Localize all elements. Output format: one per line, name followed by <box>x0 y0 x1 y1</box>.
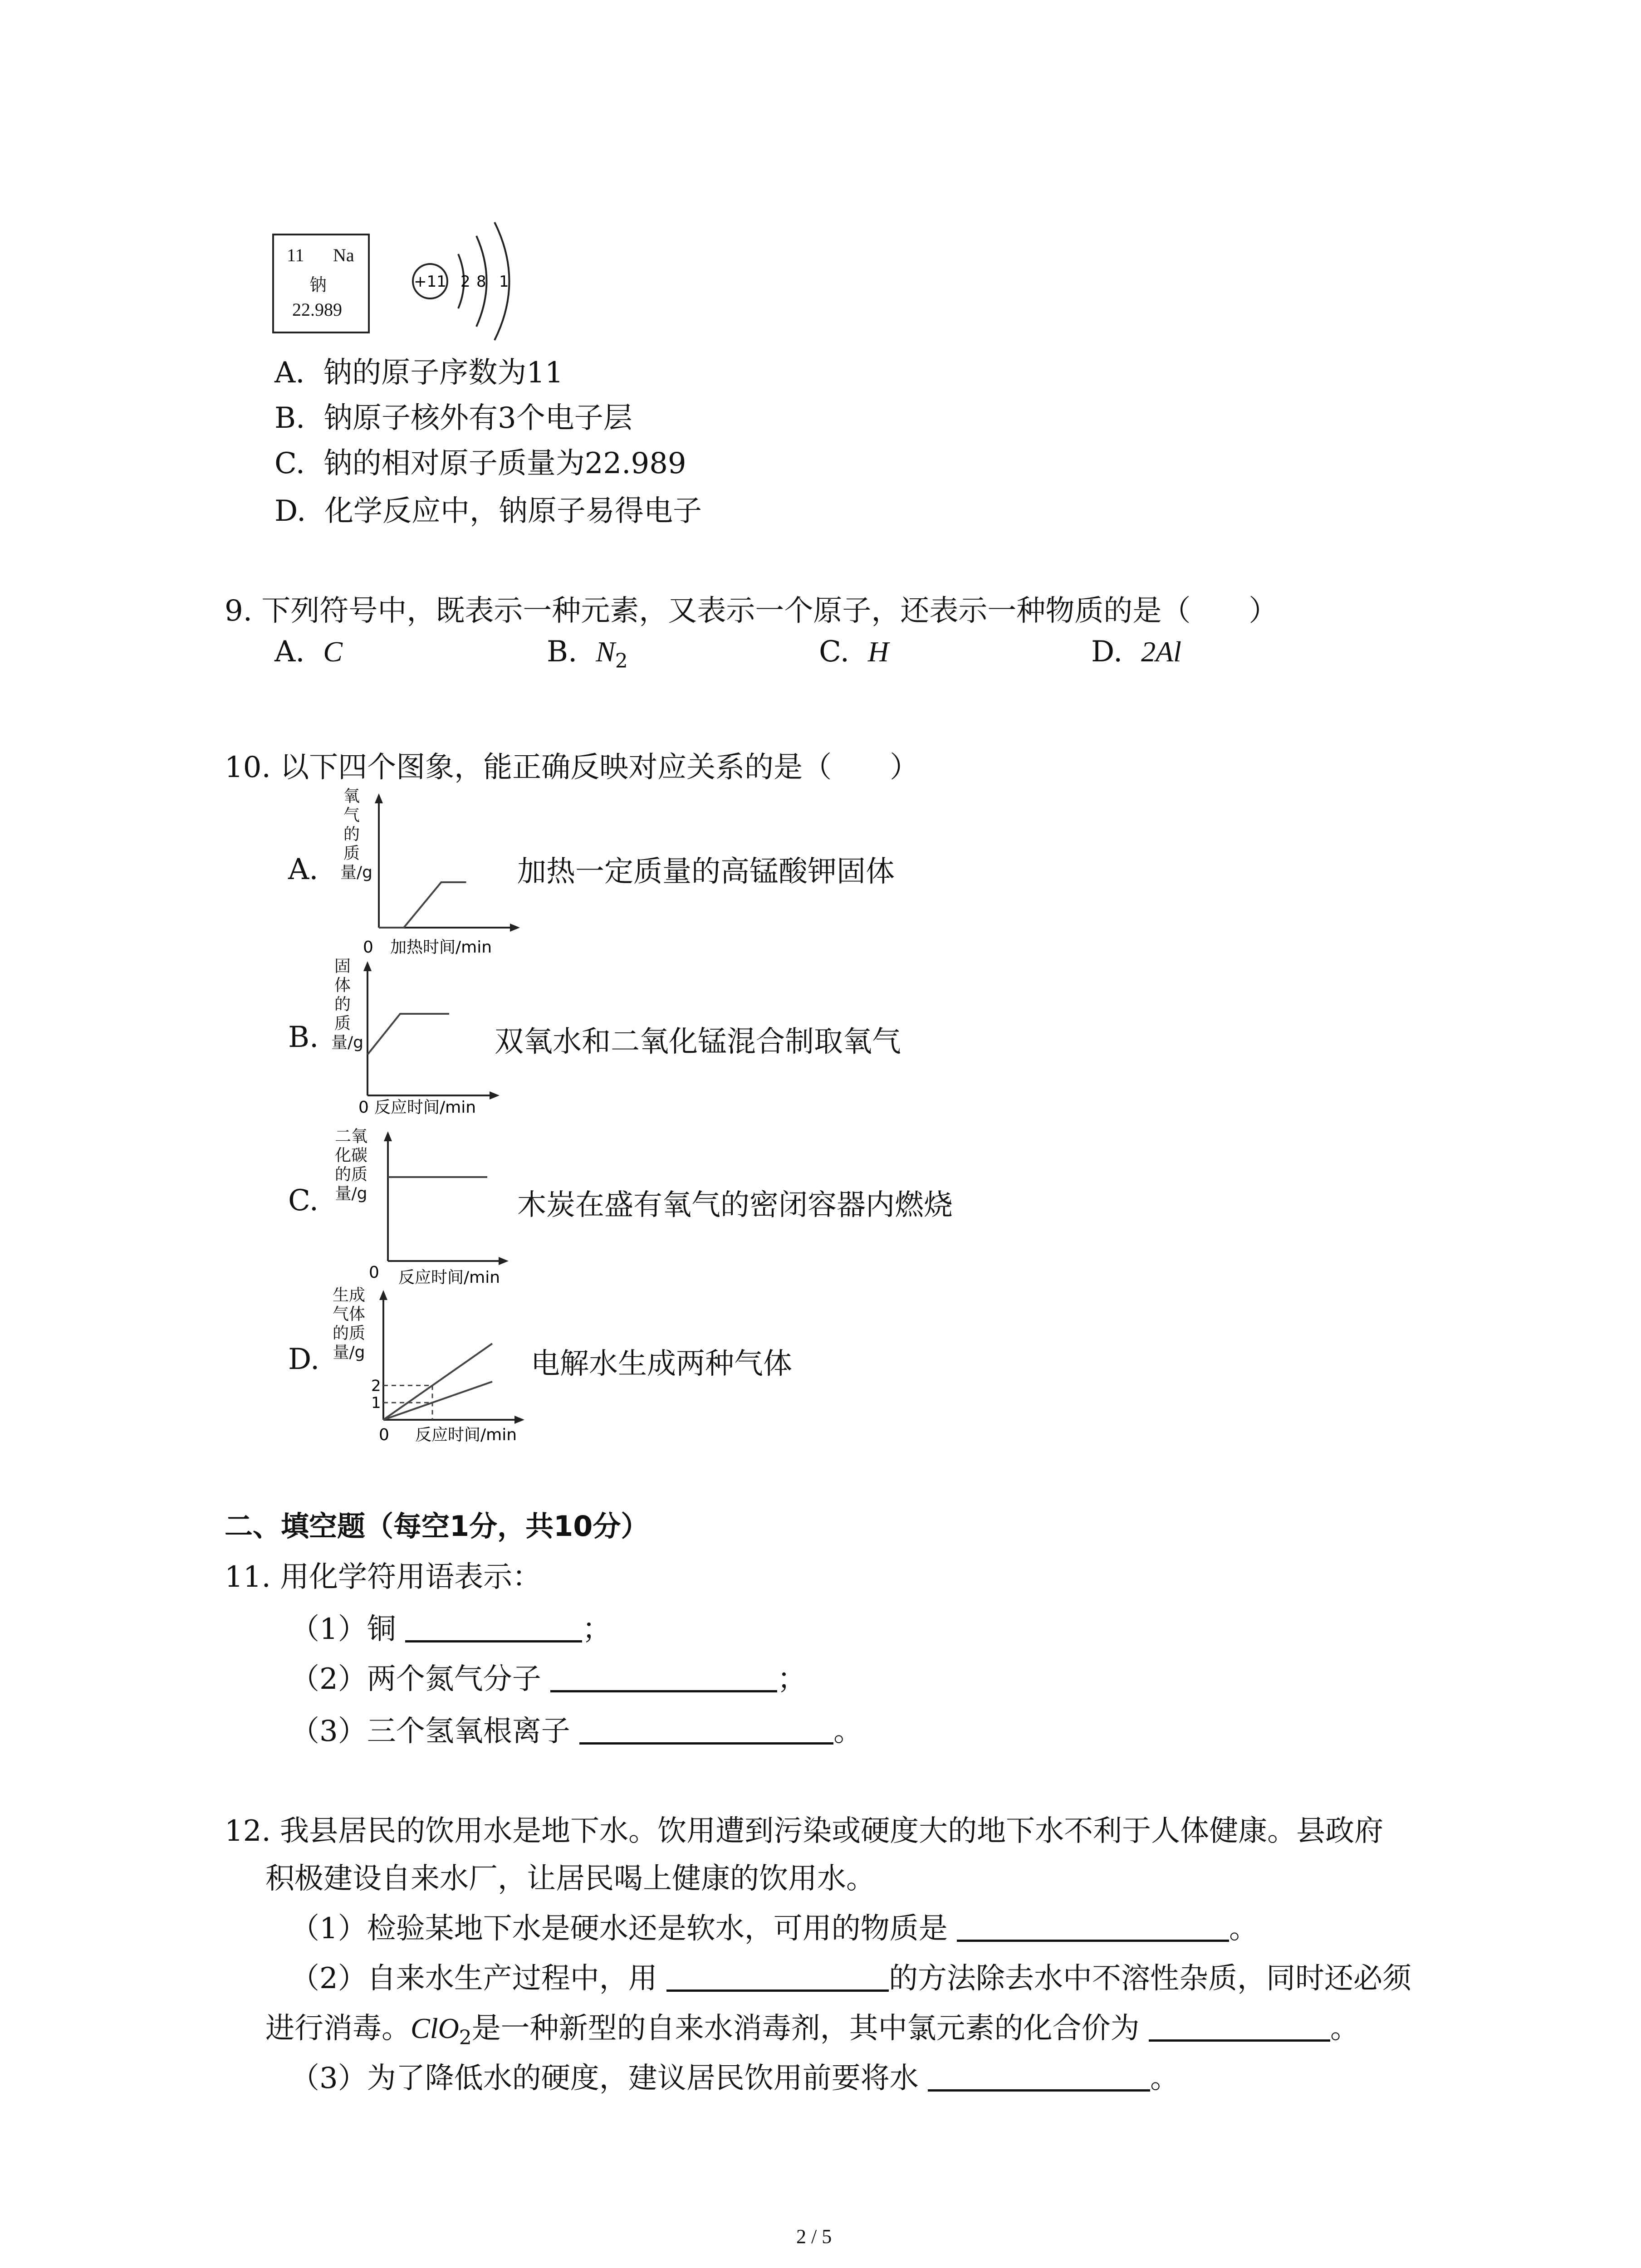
q9-stem: 9. 下列符号中，既表示一种元素，又表示一个原子，还表示一种物质的是（ ） <box>225 594 1278 628</box>
chart-b-origin: 0 <box>358 1098 369 1117</box>
q11-blank-1[interactable] <box>405 1613 582 1642</box>
atomic-number: 11 <box>287 245 304 265</box>
chart-b-y-arrow <box>363 961 372 971</box>
chart-d-ytick-1: 1 <box>371 1394 381 1413</box>
q10-option-d-desc: 电解水生成两种气体 <box>531 1347 792 1381</box>
chart-d-y-arrow <box>379 1290 387 1300</box>
q10-option-c-desc: 木炭在盛有氧气的密闭容器内燃烧 <box>517 1188 953 1222</box>
shell-electrons-2: 8 <box>476 273 486 291</box>
q12-part-2: （2）自来水生产过程中，用 的方法除去水中不溶性杂质，同时还必须 <box>290 1962 1412 1995</box>
q12-blank-1[interactable] <box>957 1912 1229 1942</box>
atom-structure-diagram <box>408 218 558 349</box>
chlorine-dioxide-formula: ClO <box>411 2012 459 2044</box>
q9-option-c: C. H <box>819 635 889 669</box>
q11-stem: 11. 用化学符用语表示： <box>225 1560 542 1594</box>
chart-d-ylabel: 生成气体的质量/g <box>332 1286 365 1362</box>
q11-item-2: （2）两个氮气分子 ； <box>290 1662 807 1696</box>
chart-c-x-arrow <box>499 1257 509 1265</box>
section-2-title: 二、填空题（每空1分，共10分） <box>225 1510 649 1543</box>
q12-line-2: 积极建设自来水厂，让居民喝上健康的饮用水。 <box>265 1862 875 1896</box>
chart-d-xlabel: 反应时间/min <box>415 1426 517 1444</box>
shell-electrons-1: 2 <box>460 273 470 291</box>
q11-blank-3[interactable] <box>579 1715 833 1745</box>
q10-option-c-letter: C. <box>288 1184 319 1217</box>
q12-blank-4[interactable] <box>928 2062 1150 2092</box>
q11-item-1: （1）铜 ； <box>290 1613 612 1646</box>
chart-b-xlabel: 反应时间/min <box>374 1098 476 1117</box>
chart-b-ylabel: 固体的质量/g <box>331 957 363 1052</box>
chart-c-y-arrow <box>384 1131 392 1141</box>
q8-option-d: D. 化学反应中，钠原子易得电子 <box>274 494 702 528</box>
q12-part-1: （1）检验某地下水是硬水还是软水，可用的物质是 。 <box>290 1912 1259 1945</box>
q12-blank-3[interactable] <box>1149 2012 1330 2042</box>
q12-part-2-cont: 进行消毒。ClO$_2$是一种新型的自来水消毒剂，其中氯元素的化合价为 。 <box>265 2012 1360 2049</box>
chart-a-y-arrow <box>375 793 383 803</box>
chart-d-x-arrow <box>514 1416 524 1424</box>
atomic-mass: 22.989 <box>292 299 342 320</box>
element-card <box>272 234 370 333</box>
chart-b-x-arrow <box>490 1091 500 1100</box>
q10-option-b-desc: 双氧水和二氧化锰混合制取氧气 <box>495 1025 901 1059</box>
chart-b-series-line <box>367 1014 449 1055</box>
q12-blank-2[interactable] <box>666 1962 889 1992</box>
q10-stem: 10. 以下四个图象，能正确反映对应关系的是（ ） <box>225 751 919 784</box>
q10-option-b-letter: B. <box>288 1021 319 1054</box>
element-name: 钠 <box>309 275 327 295</box>
page-number: 2 / 5 <box>796 2225 832 2248</box>
q8-option-c: C. 钠的相对原子质量为22.989 <box>274 447 686 480</box>
q9-option-a: A. C <box>274 635 343 669</box>
chart-d-origin: 0 <box>379 1426 389 1444</box>
chart-c-origin: 0 <box>369 1263 379 1282</box>
chart-a-ylabel: 氧气的质量/g <box>340 787 372 882</box>
q11-blank-2[interactable] <box>550 1663 777 1692</box>
q8-option-a: A. 钠的原子序数为11 <box>274 356 563 390</box>
q9-option-d: D. 2Al <box>1091 635 1181 669</box>
element-symbol: Na <box>333 245 354 265</box>
chart-a-xlabel: 加热时间/min <box>390 938 492 957</box>
chart-a-x-arrow <box>510 924 520 932</box>
q10-option-a-desc: 加热一定质量的高锰酸钾固体 <box>517 855 895 889</box>
shell-electrons-3: 1 <box>499 273 509 291</box>
chart-a-series-line <box>379 882 466 928</box>
chart-d-ytick-2: 2 <box>371 1377 381 1395</box>
q12-part-3: （3）为了降低水的硬度，建议居民饮用前要将水 。 <box>290 2062 1180 2095</box>
chart-a-origin: 0 <box>363 938 373 957</box>
nucleus-charge: +11 <box>414 273 446 291</box>
q8-option-b: B. 钠原子核外有3个电子层 <box>274 401 632 435</box>
q12-line-1: 12. 我县居民的饮用水是地下水。饮用遭到污染或硬度大的地下水不利于人体健康。县政府 <box>225 1814 1384 1848</box>
chart-c-ylabel: 二氧化碳的质量/g <box>334 1127 367 1203</box>
chart-c-xlabel: 反应时间/min <box>398 1268 500 1287</box>
q9-option-b: B. $N_2$ <box>547 635 628 673</box>
q10-option-a-letter: A. <box>288 853 318 886</box>
q11-item-3: （3）三个氢氧根离子 。 <box>290 1715 863 1748</box>
chart-d-series-1-line <box>383 1344 492 1420</box>
q10-option-d-letter: D. <box>288 1343 320 1376</box>
chart-d-series-2-line <box>383 1382 492 1420</box>
